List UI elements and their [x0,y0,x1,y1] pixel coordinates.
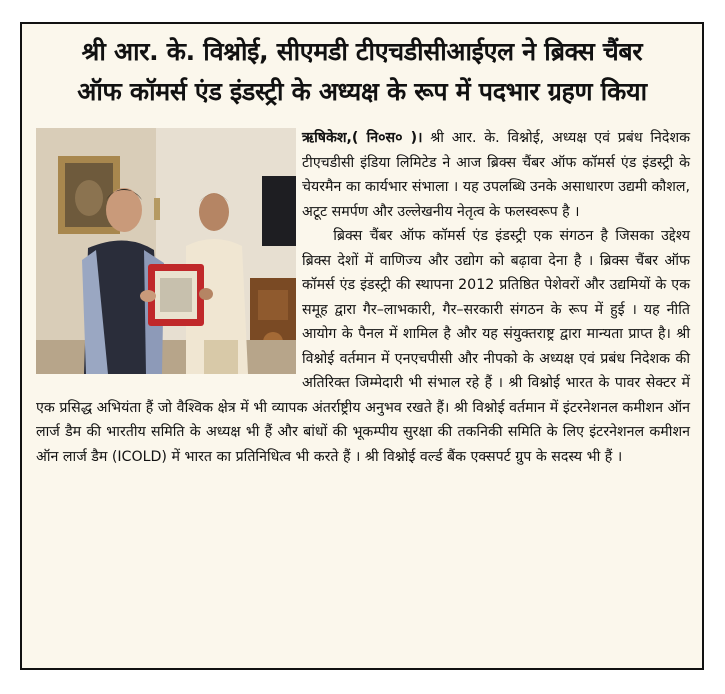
news-clipping [20,22,704,670]
headline-line-1: श्री आर. के. विश्नोई, सीएमडी टीएचडीसीआईएल ने ब्रिक्स चैंबर [81,37,643,66]
headline-line-2: ऑफ कॉमर्स एंड इंडस्ट्री के अध्यक्ष के रूप में पदभार ग्रहण किया [77,77,647,106]
photo-spacer [36,126,302,376]
paragraph-1-text: श्री आर. के. विश्नोई, अध्यक्ष एवं प्रबंध निदेशक टीएचडीसी इंडिया लिमिटेड ने आज ब्रिक्स चैंबर ऑफ कॉमर्स एंड इंडस्ट्री के चेयरमैन का कार्यभार संभाला । यह उपलब्धि उनके असाधारण उद्यमी कौशल, अटूट समर्पण और उल्लेखनीय नेतृत्व के फलस्वरूप है । [302,130,691,220]
dateline: ऋषिकेश,( नि०स० )। [302,130,423,146]
article-body [36,126,690,469]
article-paragraph-2: ब्रिक्स चैंबर ऑफ कॉमर्स एंड इंडस्ट्री एक संगठन है जिसका उद्देश्य ब्रिक्स देशों में वाणिज्य और उद्योग को बढ़ावा देना है । ब्रिक्स चैंबर ऑफ कॉमर्स एंड इंडस्ट्री की स्थापना 2012 प्रतिष्ठित पेशेवरों और उद्यमियों के एक समूह द्वारा गैर–लाभकारी, गैर–सरकारी संगठन के रूप में हुई । यह नीति आयोग के पैनल में शामिल है और यह संयुक्तराष्ट्र द्वारा मान्यता प्राप्त है। श्री विश्नोई वर्तमान में एनएचपीसी और नीपको के अध्यक्ष एवं प्रबंध निदेशक की अतिरिक्त जिम्मेदारी भी संभाल रहे हैं । श्री विश्नोई भारत के पावर सेक्टर में एक प्रसिद्ध अभियंता हैं जो वैश्विक क्षेत्र में भी व्यापक अंतर्राष्ट्रीय अनुभव रखते हैं। श्री विश्नोई वर्तमान में इंटरनेशनल कमीशन ऑन लार्ज डैम की भारतीय समिति के अध्यक्ष भी हैं और बांधों की भूकम्पीय सुरक्षा की तकनिकी समिति के लिए इंटरनेशनल कमीशन ऑन लार्ज डैम (ICOLD) में भारत का प्रतिनिधित्व भी करते हैं । श्री विश्नोई वर्ल्ड बैंक एक्सपर्ट ग्रुप के सदस्य भी हैं । [36,228,690,465]
headline [22,32,702,112]
